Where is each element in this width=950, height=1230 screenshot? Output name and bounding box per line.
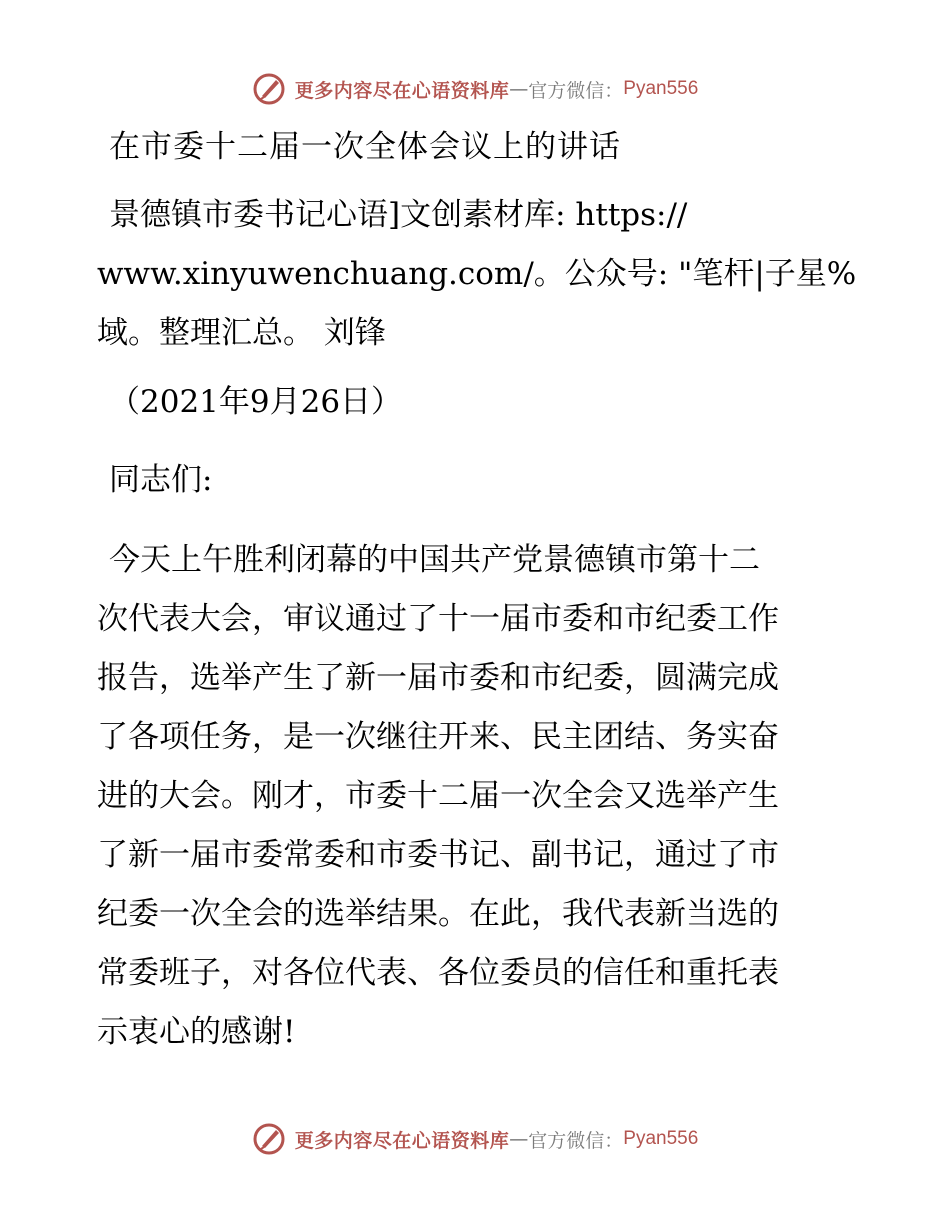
- paragraph-line: 次代表大会，审议通过了十一届市委和市纪委工作: [97, 601, 779, 637]
- greeting: 同志们:: [109, 462, 213, 498]
- watermark-wechat-id: Pyan556: [623, 1128, 699, 1149]
- quill-pen-logo-icon: [252, 1122, 286, 1156]
- header-watermark: [0, 72, 950, 106]
- source-line: 域。整理汇总。 刘锋: [97, 315, 386, 351]
- watermark-separator: —: [509, 78, 529, 100]
- paragraph-line: 纪委一次全会的选举结果。在此，我代表新当选的: [97, 896, 779, 932]
- paragraph-line: 了新一届市委常委和市委书记、副书记，通过了市: [97, 837, 779, 873]
- paragraph-line: 常委班子，对各位代表、各位委员的信任和重托表: [97, 955, 779, 991]
- watermark-brand-text: 更多内容尽在心语资料库: [294, 79, 510, 102]
- watermark-separator: —: [509, 1128, 529, 1150]
- paragraph-line: 今天上午胜利闭幕的中国共产党景德镇市第十二: [109, 542, 760, 578]
- paragraph-line: 了各项任务，是一次继往开来、民主团结、务实奋: [97, 719, 779, 755]
- document-body: [97, 122, 857, 1062]
- watermark-wechat-label: 官方微信：: [528, 79, 624, 102]
- paragraph-line: 进的大会。刚才，市委十二届一次全会又选举产生: [97, 778, 779, 814]
- watermark-wechat-id: Pyan556: [623, 78, 699, 99]
- watermark-brand-text: 更多内容尽在心语资料库: [294, 1129, 510, 1152]
- quill-pen-logo-icon: [252, 72, 286, 106]
- paragraph-line: 示衷心的感谢!: [97, 1014, 296, 1050]
- source-line: 景德镇市委书记心语]文创素材库: https://: [109, 197, 688, 233]
- page-title: 在市委十二届一次全体会议上的讲话: [109, 129, 621, 165]
- speech-date: （2021年9月26日）: [109, 384, 403, 420]
- body-paragraph: [97, 531, 857, 1062]
- source-line: www.xinyuwenchuang.com/。公众号: "笔杆|子星%: [97, 256, 857, 292]
- watermark-wechat-label: 官方微信：: [528, 1129, 624, 1152]
- footer-watermark: [0, 1122, 950, 1156]
- source-note: [97, 186, 857, 363]
- paragraph-line: 报告，选举产生了新一届市委和市纪委，圆满完成: [97, 660, 779, 696]
